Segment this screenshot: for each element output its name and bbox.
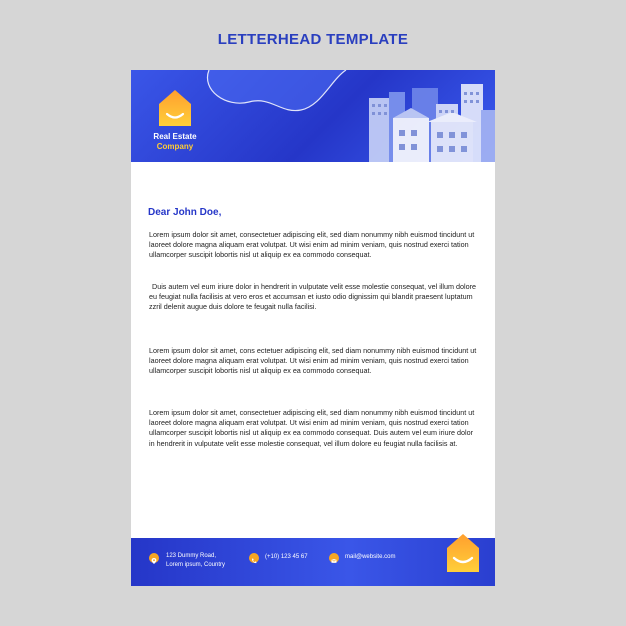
- letter-paragraph: Lorem ipsum dolor sit amet, cons ectetuer adipiscing elit, sed diam nonummy nibh euismod tincidunt ut laoreet dolore magna aliquam erat volutpat. Ut wisi enim ad minim veniam, quis nostrud exerci tation ullamcorper suscipit lobortis nisl ut aliquip ex ea commodo consequat.: [149, 346, 477, 376]
- address-line2: Lorem ipsum, Country: [166, 562, 226, 568]
- footer-address: [166, 552, 225, 570]
- email-icon: [329, 553, 339, 563]
- letter-paragraph: Duis autem vel eum iriure dolor in hendrerit in vulputate velit esse molestie consequat, vel illum dolore eu feugiat nulla facilisis at vero eros et accumsan et iusto odio dignissim qui blandit praesent luptatum zzril delenit augue duis dolore te feugait nulla facilisi.: [149, 282, 476, 312]
- letter-greeting: Dear John Doe,: [148, 207, 222, 218]
- house-logo-icon: [145, 88, 205, 128]
- location-icon: [149, 553, 159, 563]
- letterhead-sheet: [131, 70, 495, 586]
- letterhead-header: [131, 70, 495, 162]
- city-skyline-icon: [369, 84, 495, 162]
- letter-paragraph: Lorem ipsum dolor sit amet, consectetuer adipiscing elit, sed diam nonummy nibh euismod tincidunt ut laoreet dolore magna aliquam erat volutpat. Ut wisi enim ad minim veniam, quis nostrud exerci tation ullamcorper suscipit lobortis nisl ut aliquip ex ea commodo consequat.: [149, 230, 475, 260]
- footer-phone: (+10) 123 45 67: [265, 554, 308, 560]
- phone-icon: [249, 553, 259, 563]
- address-line1: 123 Dummy Road,: [166, 553, 217, 559]
- brand-name-line2: Company: [156, 142, 194, 151]
- page-title: LETTERHEAD TEMPLATE: [217, 31, 409, 48]
- brand-name-line1: Real Estate: [153, 132, 197, 141]
- house-logo-icon: [443, 532, 483, 574]
- footer-email: mail@website.com: [345, 554, 396, 560]
- letter-paragraph: Lorem ipsum dolor sit amet, consectetuer adipiscing elit, sed diam nonummy nibh euismod tincidunt ut laoreet dolore magna aliquam erat volutpat. Ut wisi enim ad minim veniam, quis nostrud exerci tation ullamcorper suscipit lobortis nisl ut aliquip ex ea commodo consequat. Duis autem vel eum iriure dolor in hendrerit in vulputate velit esse molestie consequat, vel illum dolore eu feugiat nulla facilisis at.: [149, 408, 475, 448]
- letterhead-footer: [131, 538, 495, 586]
